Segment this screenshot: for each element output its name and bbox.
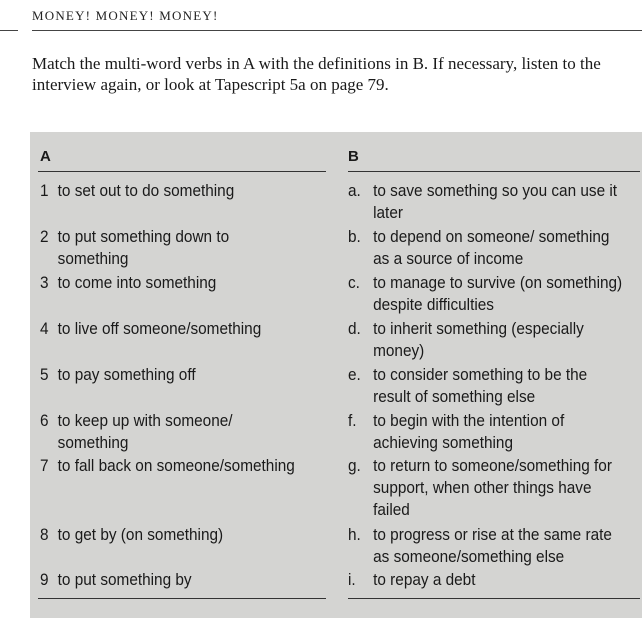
header-rule — [32, 30, 642, 31]
item-letter: i. — [348, 571, 356, 589]
item-text: to depend on someone/ something as a source of income — [373, 228, 610, 268]
column-a-bottom-rule — [38, 598, 326, 599]
item-text: to inherit something (especially money) — [373, 320, 584, 360]
item-letter: f. — [348, 412, 357, 430]
item-letter: g. — [348, 457, 361, 475]
item-number: 6 — [40, 412, 49, 430]
item-text: to repay a debt — [373, 571, 476, 589]
item-letter: e. — [348, 366, 361, 384]
item-text: to put something by — [57, 571, 192, 589]
item-number: 2 — [40, 228, 49, 246]
column-a-heading: A — [40, 148, 51, 165]
column-b-item-d — [348, 318, 627, 362]
item-number: 3 — [40, 274, 49, 292]
item-text: to set out to do something — [57, 182, 235, 200]
item-text: to save something so you can use it later — [373, 182, 618, 222]
column-b-item-h — [348, 524, 627, 568]
column-b-heading: B — [348, 148, 359, 165]
column-a-item-3 — [40, 272, 338, 294]
column-a-item-6 — [40, 410, 282, 454]
column-a-item-4 — [40, 318, 338, 340]
item-number: 4 — [40, 320, 49, 338]
item-text: to pay something off — [57, 366, 196, 384]
column-b-item-e — [348, 364, 627, 408]
column-a-item-2 — [40, 226, 282, 270]
column-b-item-c — [348, 272, 627, 316]
item-number: 8 — [40, 526, 49, 544]
item-letter: c. — [348, 274, 360, 292]
exercise-instructions: Match the multi-word verbs in A with the definitions in B. If necessary, listen to the interview again, or look at Tapescript 5a on page 79. — [32, 54, 601, 94]
page-header: MONEY! MONEY! MONEY! — [32, 8, 219, 23]
item-letter: b. — [348, 228, 361, 246]
item-number: 1 — [40, 182, 49, 200]
item-text: to progress or rise at the same rate as someone/something else — [373, 526, 612, 566]
item-text: to fall back on someone/something — [57, 457, 295, 475]
item-text: to live off someone/something — [57, 320, 262, 338]
column-b-item-g — [348, 455, 627, 521]
column-a-item-1 — [40, 180, 338, 202]
item-text: to get by (on something) — [57, 526, 224, 544]
item-letter: h. — [348, 526, 361, 544]
column-a-item-9 — [40, 569, 338, 591]
item-letter: d. — [348, 320, 361, 338]
item-text: to put something down to something — [57, 228, 230, 268]
item-text: to return to someone/something for support, when other things have failed — [373, 457, 612, 519]
item-number: 9 — [40, 571, 49, 589]
item-text: to come into something — [57, 274, 217, 292]
column-a-item-8 — [40, 524, 338, 546]
column-b-top-rule — [348, 171, 640, 172]
item-letter: a. — [348, 182, 361, 200]
item-text: to keep up with someone/ something — [57, 412, 233, 452]
column-b-item-i — [348, 569, 627, 591]
item-text: to manage to survive (on something) despite difficulties — [373, 274, 623, 314]
column-a-top-rule — [38, 171, 326, 172]
column-a-item-5 — [40, 364, 338, 386]
column-b-item-f — [348, 410, 627, 454]
column-a-item-7 — [40, 455, 338, 477]
item-text: to consider something to be the result of something else — [373, 366, 588, 406]
matching-exercise-panel — [30, 132, 642, 618]
item-number: 7 — [40, 457, 49, 475]
item-text: to begin with the intention of achieving something — [373, 412, 565, 452]
header-rule-left — [0, 30, 18, 31]
column-b-item-b — [348, 226, 627, 270]
column-b-item-a — [348, 180, 627, 224]
item-number: 5 — [40, 366, 49, 384]
column-b-bottom-rule — [348, 598, 640, 599]
